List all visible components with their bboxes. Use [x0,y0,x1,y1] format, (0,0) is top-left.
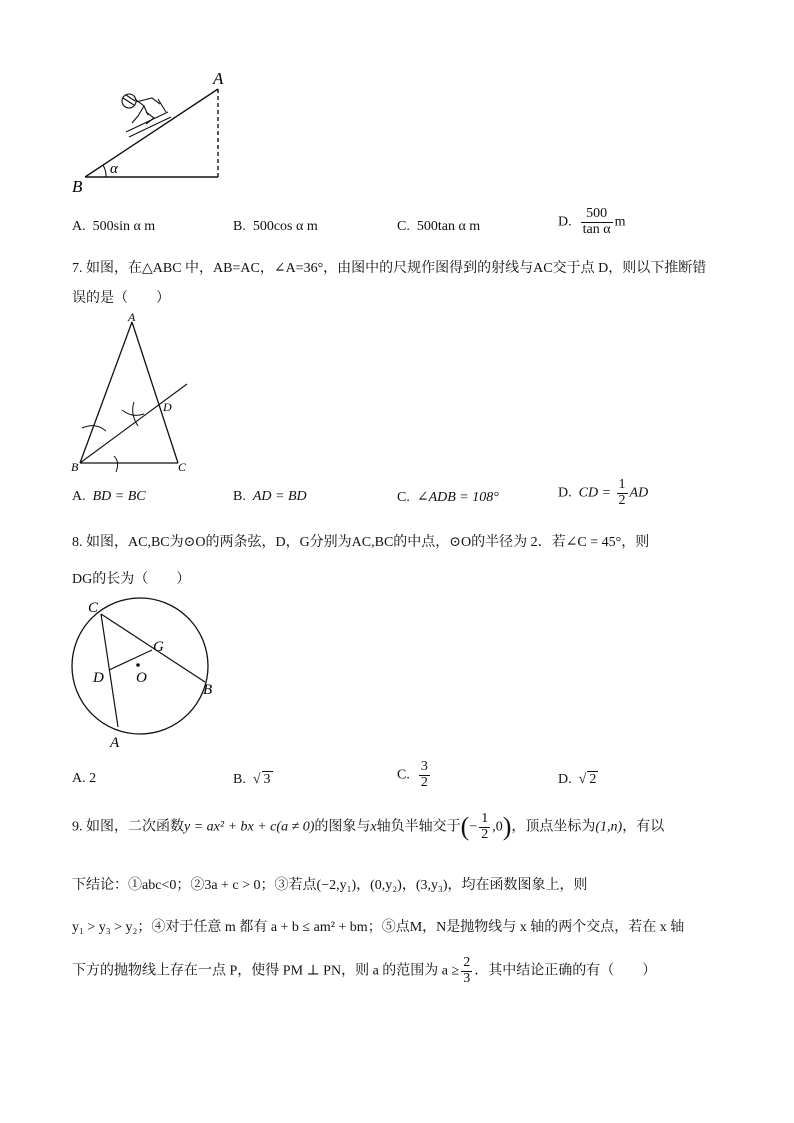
q7-option-c[interactable] [397,489,499,506]
q7-stem-line2: 误的是（ ） [72,291,170,306]
q9-l4-b: ．其中结论正确的有（ ） [474,963,657,979]
angle-arc [103,165,106,177]
q9-stem-line2: 下结论：①abc<0；②3a + c > 0；③若点(−2,y₁)，(0,y₂)，(3,y₃)，均在函数图象上，则 [72,878,588,893]
angle-alpha-label: α [110,161,118,177]
q8-option-d-radicand: 2 [589,772,597,787]
construction-arc-4 [133,402,138,426]
q7-option-a-text: BD = BC [92,489,146,504]
q9-l1-d: ，顶点坐标为 [511,819,596,835]
q9-l1-c: 轴负半轴交于 [376,819,461,835]
center-point [136,663,140,667]
triangle-label-A: A [128,310,136,324]
q9-l1-b: 的图象与 [314,819,371,835]
q7-stem-line1: 7. 如图，在△ABC 中，AB=AC，∠A=36°，由图中的尺规作图得到的射线与AC交于点 D，则以下推断错 [72,261,707,276]
q8-option-c-fraction [419,760,430,790]
q8-stem-line2: DG的长为（ ） [72,572,191,587]
triangle-label-D: D [163,400,172,414]
q7-option-c-text: ∠ADB = 108° [416,490,499,505]
segment-DG [109,650,152,670]
right-paren-icon: ) [502,812,512,842]
q9-point-rest: ,0 [492,819,503,835]
sqrt-icon: √ [578,772,587,787]
q7-option-d-left: CD = [578,485,612,501]
q8-option-d-prefix: D. [558,772,572,787]
q6-option-a[interactable] [72,219,155,235]
q7-option-a-prefix: A. [72,489,86,504]
circle-O [72,598,208,734]
q6-option-b[interactable] [233,219,318,235]
triangle-label-B: B [71,460,79,474]
left-paren-icon: ( [460,812,470,842]
q6-option-b-prefix: B. [233,219,246,234]
circle-label-C: C [88,600,99,616]
circle-label-D: D [93,670,104,686]
q8-option-c-denominator: 2 [420,774,428,790]
q7-option-d-prefix: D. [558,485,572,501]
q9-point-sign: − [469,819,478,835]
q7-option-a[interactable] [72,489,146,505]
q8-option-b-prefix: B. [233,772,246,787]
q6-option-d[interactable] [558,207,625,237]
q8-option-b[interactable] [233,771,273,788]
q7-option-b-text: AD = BD [252,489,307,504]
q8-option-d[interactable] [558,771,598,788]
circle-label-O: O [136,670,147,686]
q6-option-c[interactable] [397,219,480,235]
q8-stem-line1: 8. 如图，AC,BC为⊙O的两条弦，D，G分别为AC,BC的中点，⊙O的半径为 2．若∠C = 45°，则 [72,535,650,550]
q6-option-d-unit: m [614,214,626,230]
q9-vertex: (1,n) [595,819,623,835]
q6-option-a-text: 500sin α m [92,219,156,234]
q7-option-d[interactable] [558,478,648,508]
q8-option-c-prefix: C. [397,767,410,783]
circle-label-B: B [203,682,213,698]
q9-point-fraction [479,812,490,842]
sqrt-icon: √ [252,772,261,787]
circle-figure [64,594,224,754]
skier-icon [122,94,171,137]
slope-figure [70,68,240,198]
q8-option-c[interactable] [397,760,432,790]
q9-x-axis: x [370,819,377,835]
q9-stem-line4 [72,956,656,986]
q7-option-d-right: AD [629,485,649,501]
q7-option-d-numerator: 1 [618,477,626,492]
triangle-figure [66,310,196,480]
q6-option-b-text: 500cos α m [252,219,318,234]
q9-range-numerator: 2 [463,955,471,970]
triangle-label-C: C [178,460,187,474]
q9-l4-a: 下方的抛物线上存在一点 P，使得 PM ⊥ PN，则 a 的范围为 a ≥ [72,963,460,979]
q9-function: y = ax² + bx + c [184,819,277,835]
slope-line [85,89,218,177]
q6-option-d-denominator: tan α [582,221,611,237]
bisector-ray [80,384,187,463]
point-B-label: B [72,177,83,196]
q6-option-d-prefix: D. [558,214,572,230]
q7-option-d-denominator: 2 [618,492,626,508]
q9-l1-e: ，有以 [622,819,665,835]
q6-option-a-prefix: A. [72,219,86,234]
q8-option-c-numerator: 3 [420,759,428,774]
q9-condition: (a ≠ 0) [276,819,315,835]
q9-stem-line1 [72,812,664,842]
q9-range-denominator: 3 [463,970,471,986]
q9-range-fraction [461,956,472,986]
circle-label-G: G [153,639,164,655]
q6-option-d-numerator: 500 [581,207,613,223]
q9-l1-a: 9. 如图，二次函数 [72,819,184,835]
q6-option-c-text: 500tan α m [416,219,481,234]
q9-stem-line3: y₁ > y₃ > y₂；④对于任意 m 都有 a + b ≤ am² + bm；⑤点M，N是抛物线与 x 轴的两个交点，若在 x 轴 [72,920,685,935]
q7-option-c-prefix: C. [397,490,410,505]
point-A-label: A [213,69,224,88]
construction-arc-2 [114,456,118,472]
q7-option-b[interactable] [233,489,307,505]
q8-option-a[interactable]: A. 2 [72,771,97,786]
q6-option-c-prefix: C. [397,219,410,234]
q6-option-d-fraction [581,207,613,237]
q8-option-b-radicand: 3 [263,772,271,787]
q9-point-numerator: 1 [481,811,489,826]
q9-point-denominator: 2 [481,826,489,842]
circle-label-A: A [110,735,120,751]
q7-option-b-prefix: B. [233,489,246,504]
q7-option-d-fraction [617,478,628,508]
